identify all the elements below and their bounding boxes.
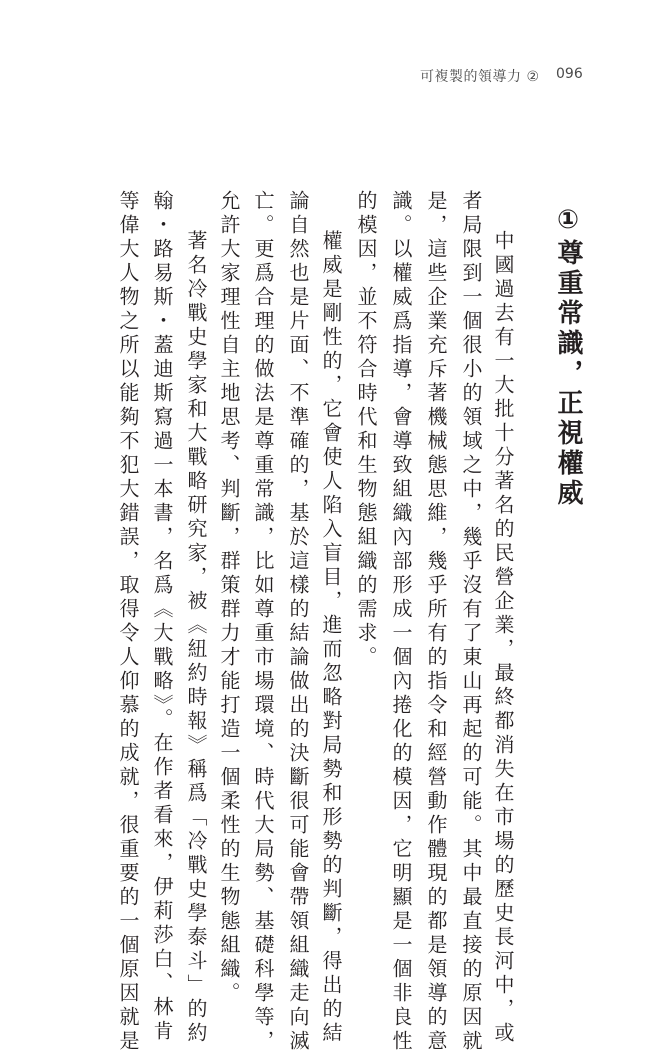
text-column-12: 等偉大人物之所以能夠不犯大錯誤，取得令人仰慕的成就，很重要的一個原因就是 xyxy=(116,190,140,1054)
text-column-4: 識。以權威爲指導，會導致組織內部形成一個內捲化的模因，它明顯是一個非良性 xyxy=(389,190,413,1054)
text-column-2: 者局限到一個很小的領域之中，幾乎沒有了東山再起的可能。其中最直接的原因就 xyxy=(459,190,483,1054)
section-title: ①尊重常識，正視權威 xyxy=(553,205,583,509)
text-column-6: 權威是剛性的，它會使人陷入盲目，進而忽略對局勢和形勢的判斷，得出的結 xyxy=(319,230,343,1046)
text-column-1: 中國過去有一大批十分著名的民營企業，最終都消失在市場的歷史長河中，或 xyxy=(491,230,515,1046)
text-column-8: 亡。更爲合理的做法是尊重常識，比如尊重市場環境、時代大局勢、基礎科學等， xyxy=(251,190,275,1054)
text-column-5: 的模因，並不符合時代和生物態組織的需求。 xyxy=(354,190,378,670)
running-head: 可複製的領導力 ② xyxy=(420,69,540,85)
text-column-9: 允許大家理性自主地思考、判斷，群策群力才能打造一個柔性的生物態組織。 xyxy=(217,190,241,1006)
page-number: 096 xyxy=(556,66,583,82)
text-column-10: 著名冷戰史學家和大戰略研究家，被《紐約時報》稱爲「冷戰史學泰斗」的約 xyxy=(184,230,208,1046)
text-column-3: 是，這些企業充斥著機械態思維，幾乎所有的指令和經營動作體現的都是領導的意 xyxy=(424,190,448,1054)
text-column-7: 論自然也是片面、不準確的，基於這樣的結論做出的決斷很可能會帶領組織走向滅 xyxy=(286,190,310,1054)
text-column-11: 翰・路易斯・蓋迪斯寫過一本書，名爲《大戰略》。在作者看來，伊莉莎白、林肯 xyxy=(150,190,174,1044)
